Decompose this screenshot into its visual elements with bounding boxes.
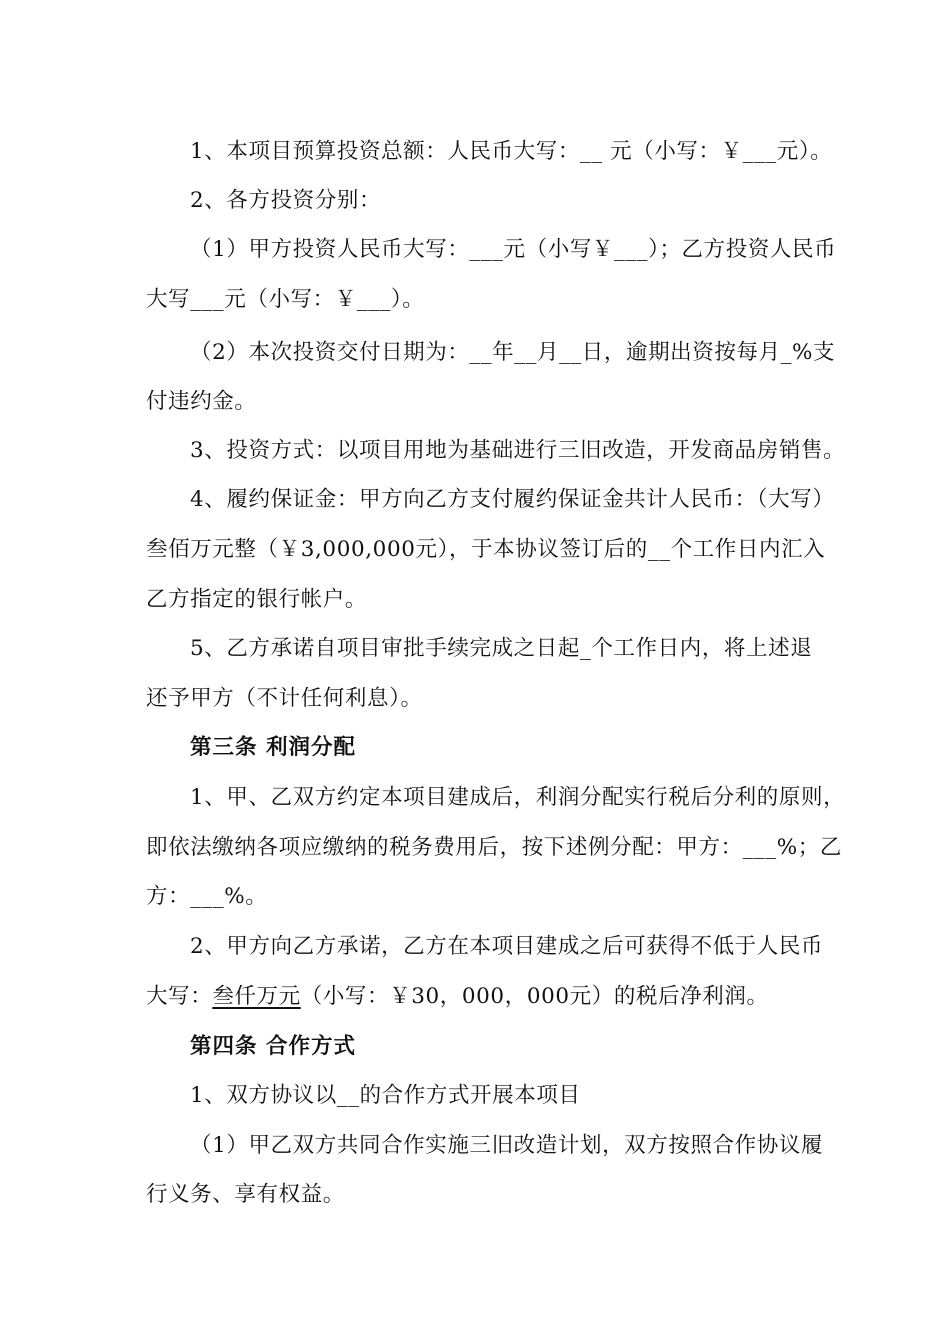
- clause-profit-distribution-end: 方：___%。: [146, 884, 268, 909]
- clause-payment-date: （2）本次投资交付日期为：__年__月__日，逾期出资按每月_%支: [190, 340, 836, 365]
- article-four-heading: 第四条 合作方式: [190, 1034, 356, 1059]
- clause-cooperation-mode: 1、双方协议以__的合作方式开展本项目: [190, 1083, 581, 1108]
- clause-joint-implementation: （1）甲乙双方共同合作实施三旧改造计划，双方按照合作协议履: [190, 1133, 824, 1158]
- clause-guaranteed-profit-cont: [146, 983, 769, 1011]
- clause-performance-bond: 4、履约保证金：甲方向乙方支付履约保证金共计人民币：（大写）: [190, 487, 835, 512]
- article-three-heading: 第三条 利润分配: [190, 735, 356, 760]
- clause-joint-implementation-cont: 行义务、享有权益。: [146, 1182, 345, 1207]
- amount-in-words: 叁仟万元: [212, 984, 301, 1009]
- amount-in-figures: （小写：￥30，000，000元）的税后净利润。: [300, 984, 769, 1009]
- clause-party-a-investment-cont: 大写___元（小写：￥___）。: [146, 287, 425, 312]
- clause-refund: 5、乙方承诺自项目审批手续完成之日起_个工作日内，将上述退: [190, 636, 813, 661]
- clause-performance-bond-cont: 叁佰万元整（￥3,000,000元），于本协议签订后的__个工作日内汇入: [146, 537, 826, 562]
- clause-profit-distribution: 1、甲、乙双方约定本项目建成后，利润分配实行税后分利的原则，: [190, 785, 846, 810]
- clause-investment-parties: 2、各方投资分别：: [190, 188, 382, 213]
- clause-profit-distribution-cont: 即依法缴纳各项应缴纳的税务费用后，按下述例分配：甲方：___%；乙: [146, 835, 842, 860]
- clause-investment-total: 1、本项目预算投资总额：人民币大写：__ 元（小写：￥___元）。: [190, 139, 833, 164]
- amount-label: 大写：: [146, 984, 213, 1009]
- clause-investment-method: 3、投资方式：以项目用地为基础进行三旧改造，开发商品房销售。: [190, 438, 846, 463]
- clause-guaranteed-profit: 2、甲方向乙方承诺，乙方在本项目建成之后可获得不低于人民币: [190, 934, 824, 959]
- clause-party-a-investment: （1）甲方投资人民币大写：___元（小写￥___）；乙方投资人民币: [190, 237, 837, 262]
- clause-refund-cont: 还予甲方（不计任何利息）。: [146, 686, 423, 711]
- clause-performance-bond-end: 乙方指定的银行帐户。: [146, 587, 368, 612]
- clause-payment-date-cont: 付违约金。: [146, 389, 257, 414]
